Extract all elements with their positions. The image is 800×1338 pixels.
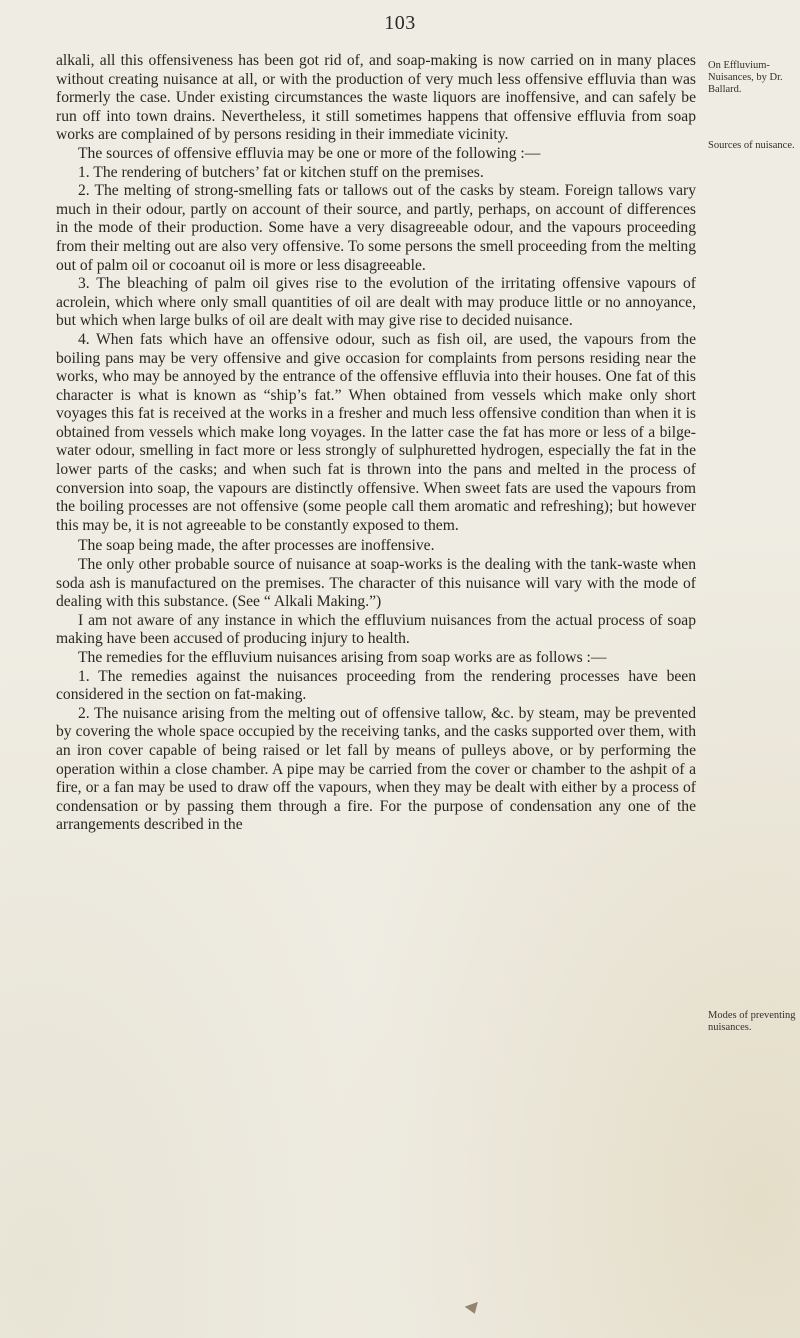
body-text — [56, 52, 696, 835]
margin-note-sources: Sources of nuisance. — [708, 140, 795, 151]
list-item: 1. The rendering of butchers’ fat or kitchen stuff on the premises. — [78, 163, 484, 181]
list-item: 2. The nuisance arising from the melting out of offensive tallow, &c. by steam, may be prevented by covering the whole space occupied by the receiving tanks, and the casks supported over them, with an iron cover capable of being raised or let fall by means of pulleys above, or by performing the operation within a close chamber. A pipe may be carried from the cover or chamber to the ashpit of a fire, or a fan may be used to draw off the vapours, when they may be dealt with either by a process of condensation or by passing them through a fire. For the purpose of condensation any one of the arrangements described in the — [56, 704, 696, 834]
paragraph: The remedies for the effluvium nuisances arising from soap works are as follows :— — [78, 649, 607, 666]
list-item: 2. The melting of strong-smelling fats or tallows out of the casks by steam. Foreign tallows vary much in their odour, partly on account of their source, and partly, perhaps, on account of differences in the mode of their production. Some have a very disagreeable odour, and the vapours proceeding from their melting out are also very offensive. To some persons the smell proceeding from the melting out of palm oil or cocoanut oil is more or less disagreeable. — [56, 182, 696, 274]
paragraph: The only other probable source of nuisance at soap-works is the dealing with the tank-waste when soda ash is manufactured on the premises. The character of this nuisance will vary with the mode of dealing with this substance. (See “ Alkali Making.”) — [56, 556, 696, 611]
list-item: 3. The bleaching of palm oil gives rise to the evolution of the irritating offensive vapours of acrolein, which where only small quantities of oil are dealt with may produce little or no annoyance, but which when large bulks of oil are dealt with may give rise to decided nuisance. — [56, 275, 696, 330]
page-number: 103 — [384, 12, 416, 34]
paragraph: I am not aware of any instance in which the effluvium nuisances from the actual process of soap making have been accused of producing injury to health. — [56, 611, 696, 648]
paragraph: The sources of offensive effluvia may be one or more of the following :— — [78, 144, 541, 162]
paragraph: alkali, all this offensiveness has been got rid of, and soap-making is now carried on in many places without creating nuisance at all, or with the production of very much less offensive effluvia than was formerly the case. Under existing circumstances the waste liquors are inoffensive, and can safely be run off into town drains. Nevertheless, it still sometimes happens that offensive effluvia from soap works are complained of by persons residing in their immediate vicinity. — [56, 52, 696, 144]
list-item: 1. The remedies against the nuisances proceeding from the rendering processes have been considered in the section on fat-making. — [56, 667, 696, 704]
margin-note-title: On Effluvium-Nuisances, by Dr. Ballard. — [708, 60, 783, 95]
list-item: 4. When fats which have an offensive odour, such as fish oil, are used, the vapours from the boiling pans may be very offensive and give occasion for complaints from persons residing near the works, who may be annoyed by the entrance of the offensive effluvia into their houses. One fat of this character is what is known as “ship’s fat.” When obtained from vessels which make only short voyages this fat is received at the works in a fresher and much less offensive condition than when it is obtained from vessels which make long voyages. In the latter case the fat has more or less of a bilge-water odour, smelling in fact more or less strongly of sulphuretted hydrogen, especially the fat in the lower parts of the casks; and when such fat is thrown into the pans and melted in the process of conversion into soap, the vapours are distinctly offensive. When sweet fats are used the vapours from the boiling processes are not offensive (some people call them aromatic and refreshing); but however this may be, it is not agreeable to be constantly exposed to them. — [56, 330, 696, 534]
paragraph: The soap being made, the after processes are inoffensive. — [78, 537, 435, 555]
ink-stain-mark — [465, 1302, 482, 1316]
margin-note-modes: Modes of preventing nuisances. — [708, 1010, 796, 1033]
